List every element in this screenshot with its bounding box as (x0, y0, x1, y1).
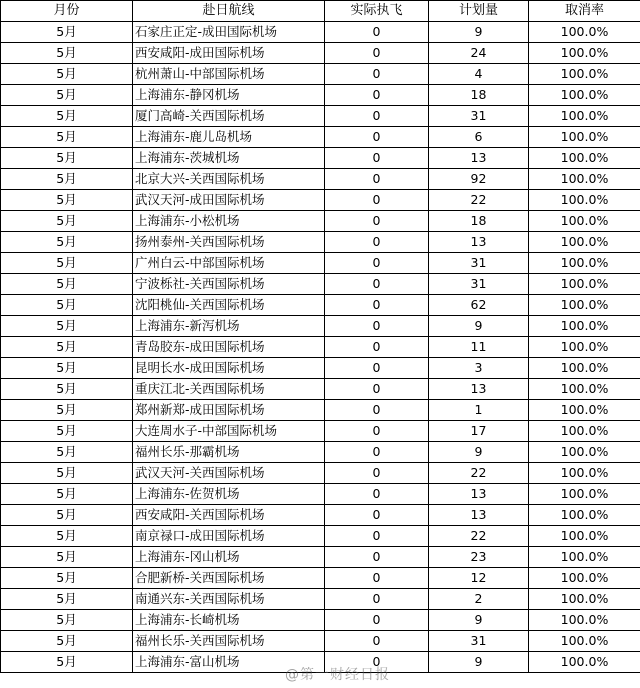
cell-cancellation-rate: 100.0% (529, 526, 640, 547)
cell-actual-flights: 0 (325, 253, 429, 274)
table-row (1, 253, 640, 274)
table-row (1, 358, 640, 379)
cell-cancellation-rate: 100.0% (529, 484, 640, 505)
cell-month: 5月 (1, 295, 133, 316)
cell-planned-flights: 9 (429, 610, 529, 631)
table-row (1, 379, 640, 400)
cell-cancellation-rate: 100.0% (529, 190, 640, 211)
cell-cancellation-rate: 100.0% (529, 211, 640, 232)
cell-route: 上海浦东-长崎机场 (133, 610, 325, 631)
cell-month: 5月 (1, 253, 133, 274)
cell-month: 5月 (1, 190, 133, 211)
cell-cancellation-rate: 100.0% (529, 316, 640, 337)
header-month: 月份 (1, 1, 133, 22)
cell-month: 5月 (1, 568, 133, 589)
header-planned-flights: 计划量 (429, 1, 529, 22)
cell-route: 武汉天河-关西国际机场 (133, 463, 325, 484)
table-row (1, 295, 640, 316)
cell-cancellation-rate: 100.0% (529, 505, 640, 526)
header-row (1, 1, 640, 22)
cell-actual-flights: 0 (325, 463, 429, 484)
table-body (1, 22, 640, 673)
cell-planned-flights: 18 (429, 211, 529, 232)
cell-month: 5月 (1, 610, 133, 631)
header-cancellation-rate: 取消率 (529, 1, 640, 22)
cell-planned-flights: 62 (429, 295, 529, 316)
table-row (1, 421, 640, 442)
cell-month: 5月 (1, 232, 133, 253)
cell-month: 5月 (1, 43, 133, 64)
table-row (1, 127, 640, 148)
table-row (1, 652, 640, 673)
header-actual-flights: 实际执飞 (325, 1, 429, 22)
cell-month: 5月 (1, 85, 133, 106)
cell-actual-flights: 0 (325, 232, 429, 253)
cell-planned-flights: 13 (429, 148, 529, 169)
cell-month: 5月 (1, 589, 133, 610)
cell-actual-flights: 0 (325, 610, 429, 631)
cell-month: 5月 (1, 547, 133, 568)
cell-month: 5月 (1, 652, 133, 673)
cell-route: 上海浦东-新泻机场 (133, 316, 325, 337)
cell-route: 上海浦东-静冈机场 (133, 85, 325, 106)
cell-actual-flights: 0 (325, 652, 429, 673)
cell-actual-flights: 0 (325, 568, 429, 589)
cell-actual-flights: 0 (325, 316, 429, 337)
cell-month: 5月 (1, 421, 133, 442)
cell-cancellation-rate: 100.0% (529, 547, 640, 568)
cell-month: 5月 (1, 22, 133, 43)
table-row (1, 106, 640, 127)
cell-route: 合肥新桥-关西国际机场 (133, 568, 325, 589)
cell-actual-flights: 0 (325, 295, 429, 316)
cell-actual-flights: 0 (325, 148, 429, 169)
cell-route: 福州长乐-那霸机场 (133, 442, 325, 463)
cell-cancellation-rate: 100.0% (529, 358, 640, 379)
table-row (1, 400, 640, 421)
cell-route: 厦门高崎-关西国际机场 (133, 106, 325, 127)
cell-route: 石家庄正定-成田国际机场 (133, 22, 325, 43)
cell-actual-flights: 0 (325, 274, 429, 295)
table-row (1, 442, 640, 463)
cell-route: 杭州萧山-中部国际机场 (133, 64, 325, 85)
cell-route: 大连周水子-中部国际机场 (133, 421, 325, 442)
cell-actual-flights: 0 (325, 106, 429, 127)
cell-planned-flights: 13 (429, 484, 529, 505)
table-row (1, 169, 640, 190)
cell-planned-flights: 13 (429, 379, 529, 400)
cell-route: 昆明长水-成田国际机场 (133, 358, 325, 379)
cell-cancellation-rate: 100.0% (529, 400, 640, 421)
cell-planned-flights: 22 (429, 463, 529, 484)
cell-month: 5月 (1, 106, 133, 127)
cell-cancellation-rate: 100.0% (529, 379, 640, 400)
cell-actual-flights: 0 (325, 379, 429, 400)
cell-actual-flights: 0 (325, 358, 429, 379)
cell-planned-flights: 31 (429, 106, 529, 127)
cell-planned-flights: 24 (429, 43, 529, 64)
cell-month: 5月 (1, 400, 133, 421)
cell-actual-flights: 0 (325, 190, 429, 211)
cell-actual-flights: 0 (325, 547, 429, 568)
cell-route: 上海浦东-鹿儿岛机场 (133, 127, 325, 148)
cell-planned-flights: 31 (429, 253, 529, 274)
cell-cancellation-rate: 100.0% (529, 169, 640, 190)
cell-cancellation-rate: 100.0% (529, 568, 640, 589)
cell-planned-flights: 3 (429, 358, 529, 379)
cell-planned-flights: 6 (429, 127, 529, 148)
cell-planned-flights: 22 (429, 526, 529, 547)
cell-cancellation-rate: 100.0% (529, 43, 640, 64)
cell-planned-flights: 17 (429, 421, 529, 442)
table-row (1, 589, 640, 610)
cell-cancellation-rate: 100.0% (529, 442, 640, 463)
cell-month: 5月 (1, 526, 133, 547)
cell-planned-flights: 18 (429, 85, 529, 106)
cell-route: 上海浦东-富山机场 (133, 652, 325, 673)
table-row (1, 190, 640, 211)
cell-actual-flights: 0 (325, 484, 429, 505)
cell-actual-flights: 0 (325, 589, 429, 610)
cell-planned-flights: 12 (429, 568, 529, 589)
cell-cancellation-rate: 100.0% (529, 631, 640, 652)
cell-actual-flights: 0 (325, 631, 429, 652)
cell-cancellation-rate: 100.0% (529, 589, 640, 610)
cell-month: 5月 (1, 337, 133, 358)
cell-cancellation-rate: 100.0% (529, 463, 640, 484)
cell-actual-flights: 0 (325, 127, 429, 148)
cell-route: 福州长乐-关西国际机场 (133, 631, 325, 652)
cell-cancellation-rate: 100.0% (529, 85, 640, 106)
cell-route: 武汉天河-成田国际机场 (133, 190, 325, 211)
cell-route: 扬州泰州-关西国际机场 (133, 232, 325, 253)
cell-planned-flights: 9 (429, 22, 529, 43)
cell-month: 5月 (1, 274, 133, 295)
cell-actual-flights: 0 (325, 211, 429, 232)
cell-planned-flights: 13 (429, 232, 529, 253)
cell-cancellation-rate: 100.0% (529, 652, 640, 673)
cell-route: 西安咸阳-成田国际机场 (133, 43, 325, 64)
table-row (1, 64, 640, 85)
cell-planned-flights: 1 (429, 400, 529, 421)
cell-month: 5月 (1, 484, 133, 505)
table-row (1, 232, 640, 253)
cell-planned-flights: 2 (429, 589, 529, 610)
cell-planned-flights: 22 (429, 190, 529, 211)
cell-actual-flights: 0 (325, 421, 429, 442)
table-row (1, 505, 640, 526)
cell-planned-flights: 9 (429, 442, 529, 463)
cell-route: 南京禄口-成田国际机场 (133, 526, 325, 547)
cell-cancellation-rate: 100.0% (529, 127, 640, 148)
cell-actual-flights: 0 (325, 85, 429, 106)
cell-month: 5月 (1, 211, 133, 232)
cell-planned-flights: 9 (429, 652, 529, 673)
cell-planned-flights: 13 (429, 505, 529, 526)
watermark-text: @第一财经日报 (285, 667, 390, 683)
cell-planned-flights: 9 (429, 316, 529, 337)
table-row (1, 22, 640, 43)
cell-month: 5月 (1, 379, 133, 400)
cell-planned-flights: 4 (429, 64, 529, 85)
cell-route: 上海浦东-茨城机场 (133, 148, 325, 169)
cell-route: 青岛胶东-成田国际机场 (133, 337, 325, 358)
cell-route: 重庆江北-关西国际机场 (133, 379, 325, 400)
cell-cancellation-rate: 100.0% (529, 232, 640, 253)
cell-route: 郑州新郑-成田国际机场 (133, 400, 325, 421)
cell-actual-flights: 0 (325, 505, 429, 526)
cell-actual-flights: 0 (325, 526, 429, 547)
table-row (1, 631, 640, 652)
cell-cancellation-rate: 100.0% (529, 148, 640, 169)
cell-cancellation-rate: 100.0% (529, 421, 640, 442)
cell-route: 上海浦东-小松机场 (133, 211, 325, 232)
table-row (1, 148, 640, 169)
table-row (1, 337, 640, 358)
cell-route: 上海浦东-冈山机场 (133, 547, 325, 568)
table-row (1, 547, 640, 568)
table-row (1, 85, 640, 106)
cell-cancellation-rate: 100.0% (529, 22, 640, 43)
cell-cancellation-rate: 100.0% (529, 337, 640, 358)
cell-actual-flights: 0 (325, 22, 429, 43)
cell-planned-flights: 23 (429, 547, 529, 568)
cell-route: 北京大兴-关西国际机场 (133, 169, 325, 190)
cell-planned-flights: 11 (429, 337, 529, 358)
cell-route: 宁波栎社-关西国际机场 (133, 274, 325, 295)
table-row (1, 568, 640, 589)
cell-planned-flights: 92 (429, 169, 529, 190)
cell-month: 5月 (1, 169, 133, 190)
cell-planned-flights: 31 (429, 274, 529, 295)
cell-month: 5月 (1, 316, 133, 337)
cell-route: 西安咸阳-关西国际机场 (133, 505, 325, 526)
table-row (1, 274, 640, 295)
cell-actual-flights: 0 (325, 442, 429, 463)
cell-cancellation-rate: 100.0% (529, 295, 640, 316)
cell-actual-flights: 0 (325, 400, 429, 421)
table-row (1, 43, 640, 64)
table-row (1, 526, 640, 547)
table-row (1, 610, 640, 631)
cell-cancellation-rate: 100.0% (529, 253, 640, 274)
cell-route: 上海浦东-佐贺机场 (133, 484, 325, 505)
table-row (1, 211, 640, 232)
table-row (1, 484, 640, 505)
header-route: 赴日航线 (133, 1, 325, 22)
cell-actual-flights: 0 (325, 169, 429, 190)
cell-actual-flights: 0 (325, 337, 429, 358)
cell-route: 沈阳桃仙-关西国际机场 (133, 295, 325, 316)
cell-route: 南通兴东-关西国际机场 (133, 589, 325, 610)
cell-month: 5月 (1, 358, 133, 379)
cell-month: 5月 (1, 127, 133, 148)
cell-month: 5月 (1, 505, 133, 526)
cell-actual-flights: 0 (325, 43, 429, 64)
cell-cancellation-rate: 100.0% (529, 64, 640, 85)
table-row (1, 463, 640, 484)
cell-month: 5月 (1, 631, 133, 652)
cell-month: 5月 (1, 64, 133, 85)
cell-month: 5月 (1, 442, 133, 463)
cell-route: 广州白云-中部国际机场 (133, 253, 325, 274)
cell-planned-flights: 31 (429, 631, 529, 652)
cell-cancellation-rate: 100.0% (529, 106, 640, 127)
cell-month: 5月 (1, 463, 133, 484)
table-row (1, 316, 640, 337)
cell-actual-flights: 0 (325, 64, 429, 85)
cell-cancellation-rate: 100.0% (529, 274, 640, 295)
cell-month: 5月 (1, 148, 133, 169)
cell-cancellation-rate: 100.0% (529, 610, 640, 631)
